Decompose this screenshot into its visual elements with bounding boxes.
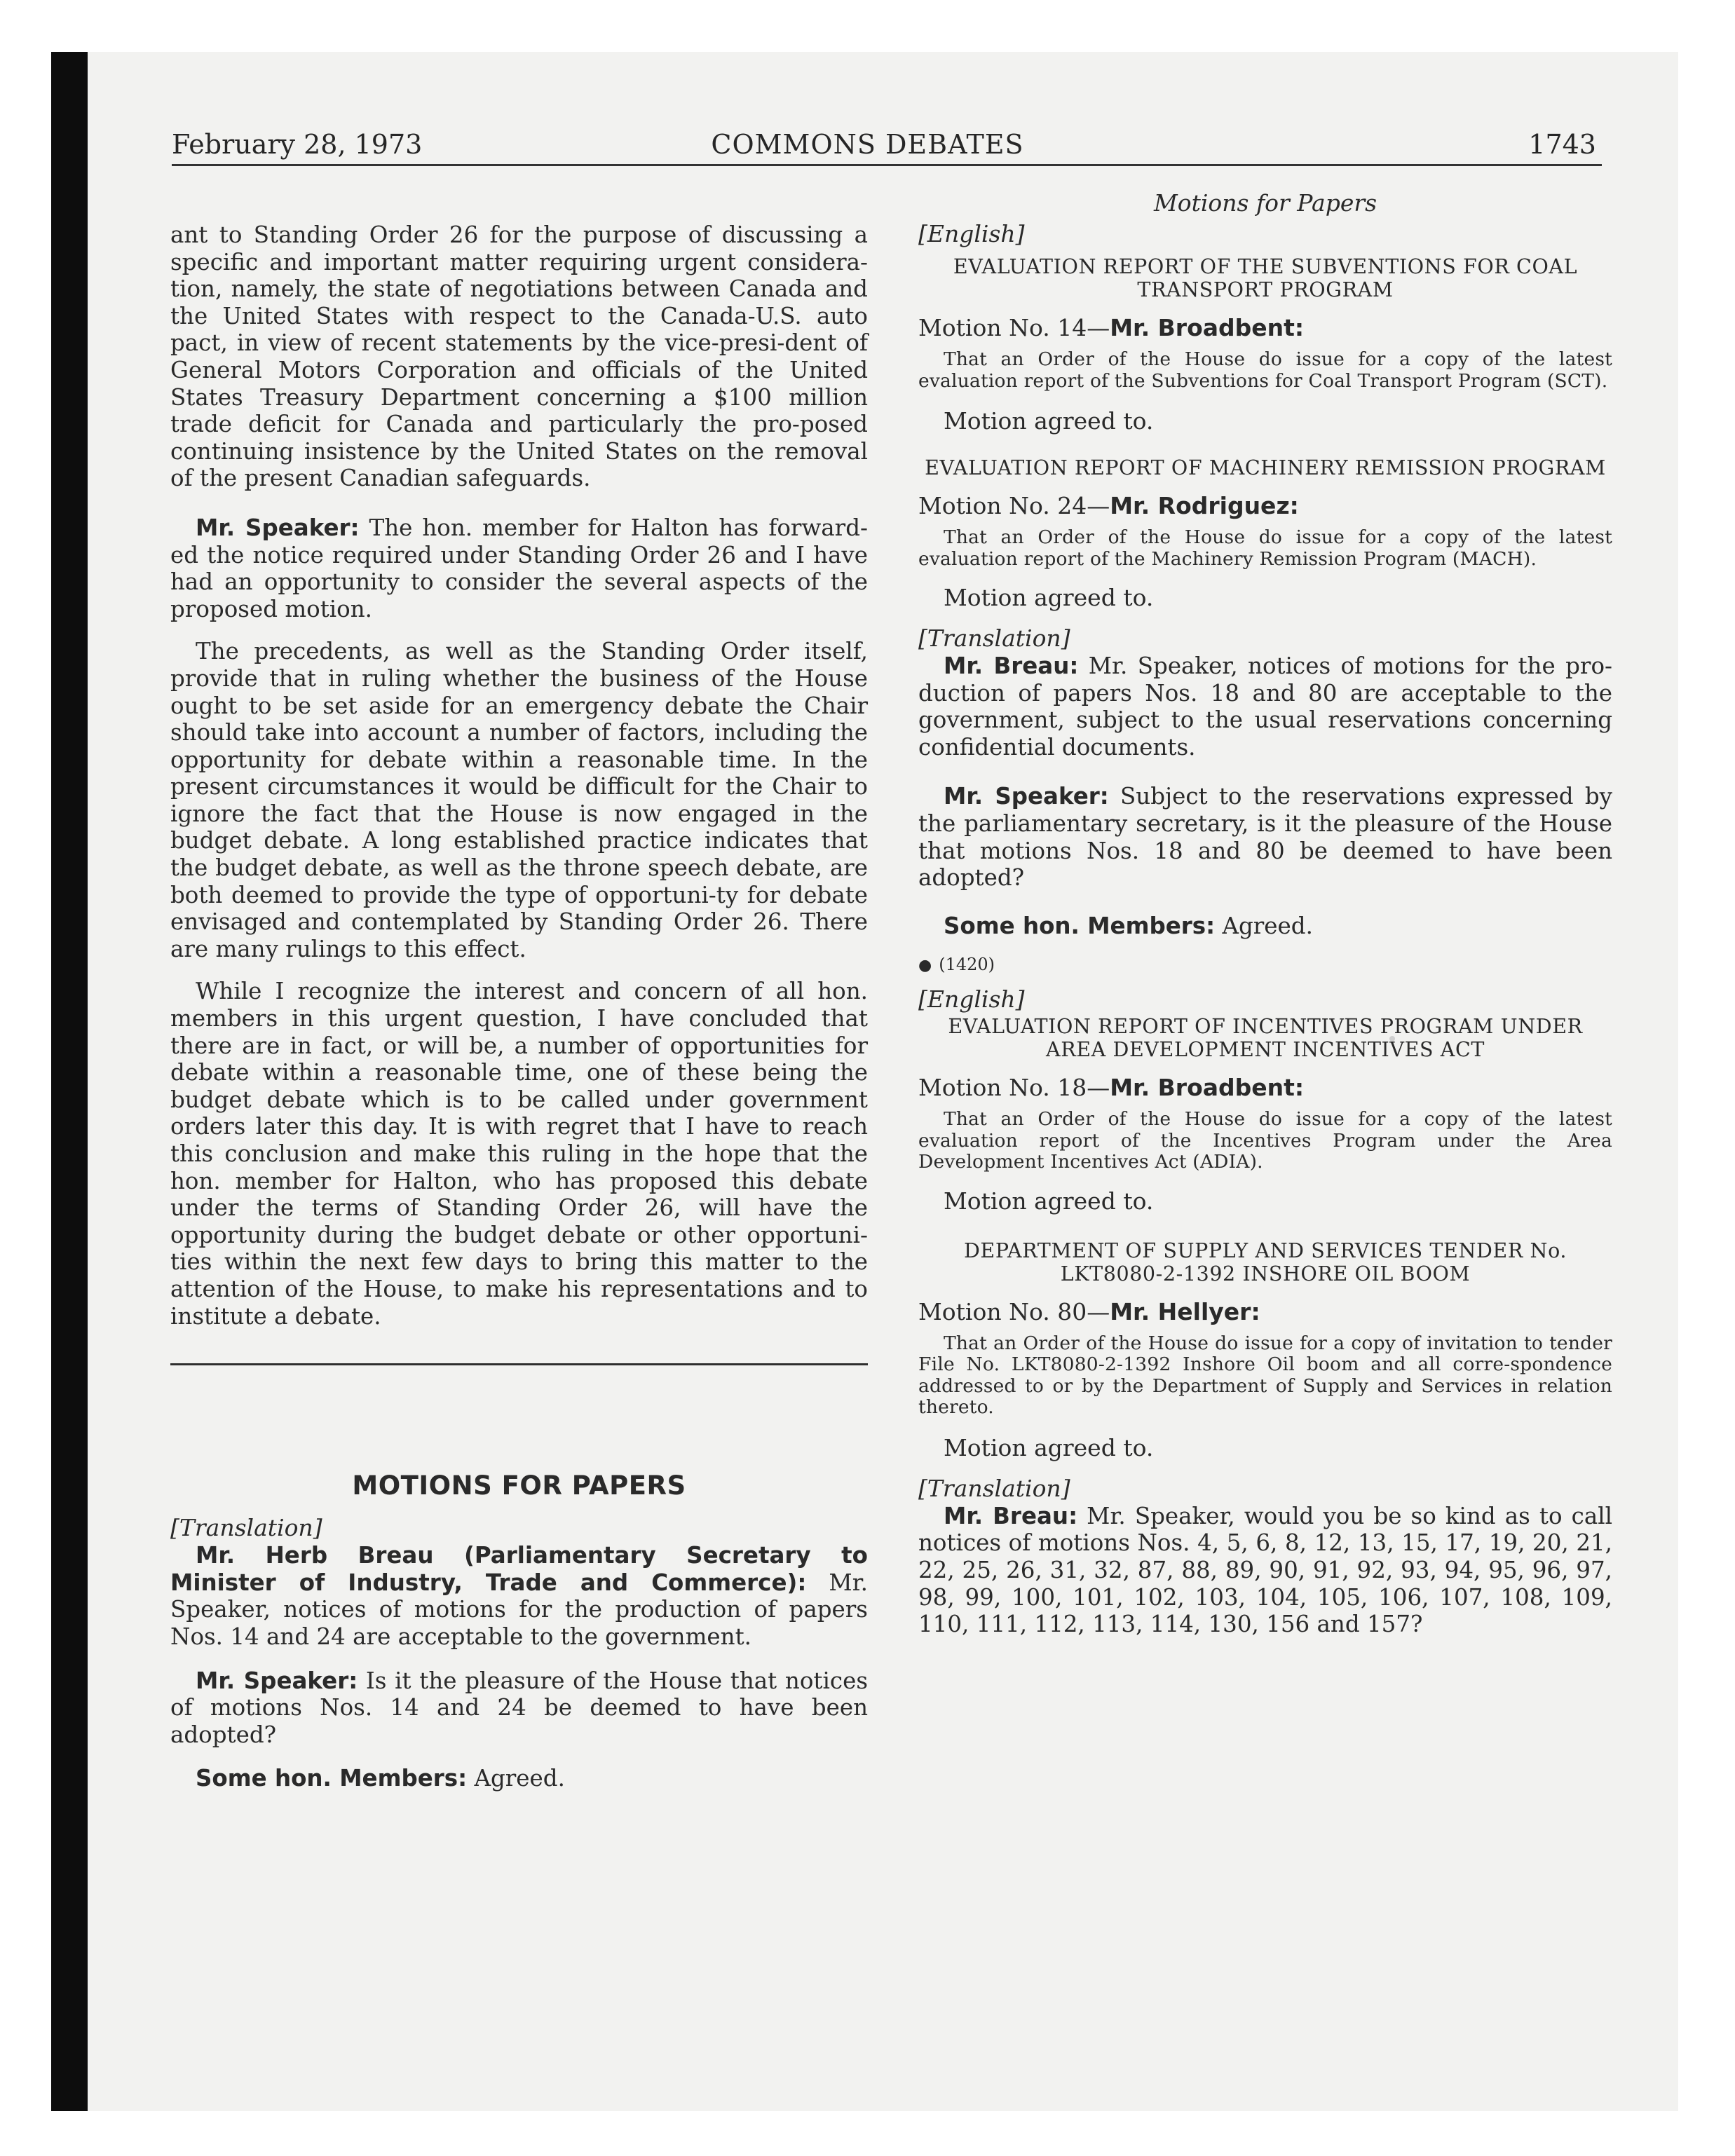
motion-14-agreed: Motion agreed to.	[944, 407, 1154, 435]
motion-24-heading: EVALUATION REPORT OF MACHINERY REMISSION PROGRAM	[925, 456, 1606, 479]
motion-number: Motion No. 14—	[918, 314, 1110, 341]
motion-mover: Mr. Broadbent:	[1110, 1074, 1305, 1102]
speaker-text: Agreed.	[1215, 912, 1313, 939]
conclusion-paragraph: While I recognize the interest and concern of all hon. members in this urgent question, I have concluded that there are in fact, or will be, a number of opportunities for debate within a reasonable time, one of these being the budget debate which is to be called under government orders later this day. It is with regret that I have to reach this conclusion and make this ruling in the hope that the hon. member for Halton, who has proposed this debate under the terms of Standing Order 26, will have the opportunity during the budget debate or other opportuni-ties within the next few days to bring this matter to the attention of the House, to make his representations and to institute a debate.	[170, 978, 868, 1330]
motion-24-number	[918, 492, 1612, 520]
motion-18-number	[918, 1074, 1612, 1102]
time-stamp-text: (1420)	[939, 955, 995, 975]
motion-14-heading: EVALUATION REPORT OF THE SUBVENTIONS FOR COAL TRANSPORT PROGRAM	[953, 255, 1578, 301]
header-rule	[172, 164, 1602, 166]
header-title: COMMONS DEBATES	[711, 129, 1024, 160]
translation-tag: [Translation]	[918, 625, 1070, 652]
paragraph-continued: ant to Standing Order 26 for the purpose of discussing a specific and important matter requiring urgent considera-tion, namely, the state of negotiations between Canada and the United States with respect to the Canada-U.S. auto pact, in view of recent statements by the vice-presi-dent of General Motors Corporation and officials of the United States Treasury Department concerning a $100 million trade deficit for Canada and particularly the pro-posed continuing insistence by the United States on the removal of the present Canadian safeguards.	[170, 221, 868, 492]
speaker-name: Mr. Herb Breau (Parliamentary Secretary to Minister of Industry, Trade and Commerce):	[170, 1542, 868, 1596]
members-agreed	[170, 1765, 868, 1792]
running-head: Motions for Papers	[1153, 189, 1377, 217]
speaker-ruling-paragraph	[170, 514, 868, 622]
breau-request	[918, 1503, 1612, 1638]
speaker-question	[170, 1667, 868, 1749]
motion-number: Motion No. 24—	[918, 492, 1110, 519]
motion-80-agreed: Motion agreed to.	[944, 1433, 1154, 1461]
bullet-icon: ●	[918, 957, 932, 975]
speaker-name: Mr. Speaker:	[944, 783, 1109, 810]
speaker-name: Some hon. Members:	[944, 912, 1216, 939]
motion-14-text: That an Order of the House do issue for a copy of the latest evaluation report of the Subventions for Coal Transport Program (SCT).	[918, 348, 1612, 392]
english-tag: [English]	[918, 985, 1025, 1014]
english-tag: [English]	[918, 220, 1025, 247]
translation-tag: [Translation]	[918, 1474, 1070, 1502]
speaker-name: Mr. Breau:	[944, 1502, 1078, 1529]
motion-80-text: That an Order of the House do issue for a copy of invitation to tender File No. LKT8080-2-1392 Inshore Oil boom and all corre-spondence addressed to or by the Department of Supply and Services in relation thereto.	[918, 1332, 1612, 1419]
motion-24-text: That an Order of the House do issue for a copy of the latest evaluation report of the Machinery Remission Program (MACH).	[918, 526, 1612, 570]
translation-tag: [Translation]	[170, 1514, 322, 1542]
breau-statement	[170, 1542, 868, 1650]
motion-18-heading: EVALUATION REPORT OF INCENTIVES PROGRAM UNDER AREA DEVELOPMENT INCENTIVES ACT	[948, 1015, 1583, 1062]
speaker-text: Is it the pleasure of the House that notices of motions Nos. 14 and 24 be deemed to have been adopted?	[170, 1667, 868, 1748]
motion-number: Motion No. 18—	[918, 1074, 1110, 1102]
members-agreed	[918, 913, 1612, 940]
speaker-text: Mr. Speaker, would you be so kind as to call notices of motions Nos. 4, 5, 6, 8, 12, 13, 15, 17, 19, 20, 21, 22, 25, 26, 31, 32, 87, 88, 89, 90, 91, 92, 93, 94, 95, 96, 97, 98, 99, 100, 101, 102, 103, 104, 105, 106, 107, 108, 109, 110, 111, 112, 113, 114, 130, 156 and 157?	[918, 1502, 1613, 1638]
section-heading: MOTIONS FOR PAPERS	[352, 1471, 686, 1501]
speaker-text: The hon. member for Halton has forward-ed the notice required under Standing Order 26 and I have had an opportunity to consider the several aspects of the proposed motion.	[170, 514, 868, 622]
motion-18-agreed: Motion agreed to.	[944, 1187, 1154, 1215]
speaker-question	[918, 783, 1612, 891]
header-date: February 28, 1973	[172, 129, 423, 160]
breau-statement	[918, 653, 1612, 760]
speaker-name: Some hon. Members:	[196, 1765, 468, 1792]
motion-number: Motion No. 80—	[918, 1297, 1110, 1325]
speaker-text: Mr. Speaker, notices of motions for the production of papers Nos. 14 and 24 are acceptable to the government.	[170, 1569, 868, 1650]
motion-24-agreed: Motion agreed to.	[944, 584, 1154, 611]
motion-80-heading: DEPARTMENT OF SUPPLY AND SERVICES TENDER No. LKT8080-2-1392 INSHORE OIL BOOM	[963, 1239, 1567, 1285]
speaker-name: Mr. Speaker:	[196, 514, 360, 541]
speaker-text: Agreed.	[467, 1765, 565, 1792]
binding-edge	[51, 52, 88, 2111]
left-column	[170, 189, 868, 1792]
motion-mover: Mr. Hellyer:	[1110, 1297, 1260, 1325]
speaker-name: Mr. Breau:	[944, 653, 1079, 679]
time-stamp	[918, 953, 1612, 977]
motion-14-number	[918, 314, 1612, 342]
motion-18-text: That an Order of the House do issue for a copy of the latest evaluation report of the Incentives Program under the Area Development Incentives Act (ADIA).	[918, 1108, 1612, 1173]
right-column	[918, 189, 1612, 1638]
section-separator-rule	[170, 1363, 868, 1365]
motion-mover: Mr. Rodriguez:	[1110, 492, 1299, 519]
motion-mover: Mr. Broadbent:	[1110, 314, 1305, 341]
speaker-text: Mr. Speaker, notices of motions for the pro-duction of papers Nos. 18 and 80 are acceptable to the government, subject to the usual reservations concerning confidential documents.	[918, 653, 1612, 760]
speaker-name: Mr. Speaker:	[196, 1667, 358, 1694]
page-number: 1743	[1528, 129, 1596, 160]
motion-80-number	[918, 1298, 1612, 1326]
speaker-text: Subject to the reservations expressed by the parliamentary secretary, is it the pleasure of the House that motions Nos. 18 and 80 be deemed to have been adopted?	[918, 783, 1612, 892]
precedents-paragraph: The precedents, as well as the Standing Order itself, provide that in ruling whether the business of the House ought to be set aside for an emergency debate the Chair should take into account a number of factors, including the opportunity for debate within a reasonable time. In the present circumstances it would be difficult for the Chair to ignore the fact that the House is now engaged in the budget debate. A long established practice indicates that the budget debate, as well as the throne speech debate, are both deemed to provide the type of opportuni-ty for debate envisaged and contemplated by Standing Order 26. There are many rulings to this effect.	[170, 638, 868, 962]
